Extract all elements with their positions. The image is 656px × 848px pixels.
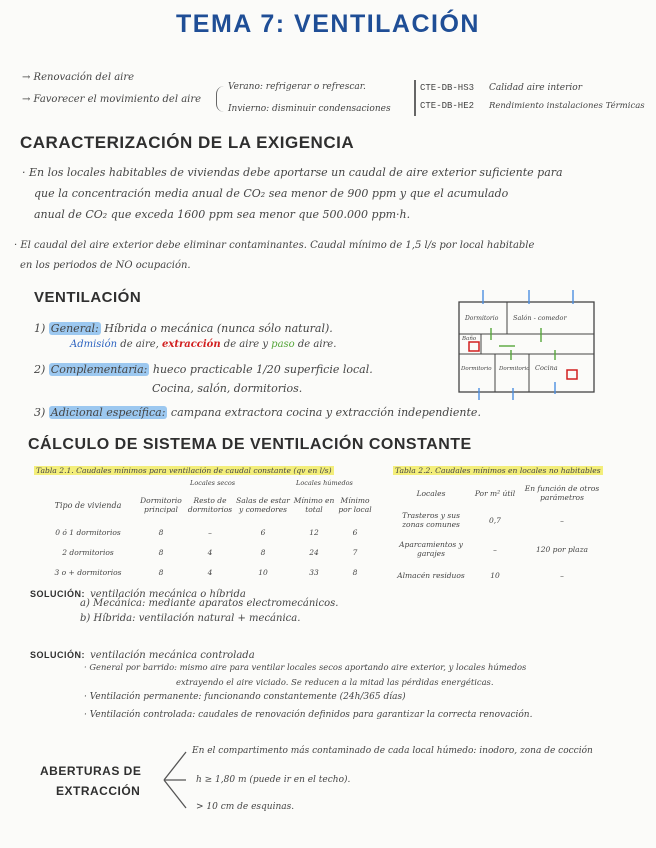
item2-num: 2) — [34, 363, 46, 376]
cocina-extractor — [567, 370, 577, 379]
table2 — [392, 480, 604, 586]
cell: 24 — [309, 547, 319, 557]
intro-movimiento: → Favorecer el movimiento del aire — [22, 94, 202, 105]
cell: Aparcamientos y garajes — [399, 540, 463, 558]
cell: 3 o + dormitorios — [54, 567, 122, 577]
table1-header-dp: Dormitorio principal — [140, 496, 182, 514]
ventilacion-item-1-sub — [70, 339, 336, 350]
caracterizacion-heading: CARACTERIZACIÓN DE LA EXIGENCIA — [20, 133, 355, 152]
item1-num: 1) — [34, 322, 46, 335]
table1-group-humedos: Locales húmedos — [296, 479, 353, 487]
cell: 0,7 — [489, 515, 501, 525]
ventilacion-item-1 — [34, 322, 333, 335]
table-row — [40, 542, 374, 562]
room-label: Cocina — [535, 364, 558, 372]
aberturas-item-1: En el compartimento más contaminado de cada local húmedo: inodoro, zona de cocción — [192, 746, 593, 756]
norma-hs3-desc: Calidad aire interior — [489, 83, 583, 93]
table1-caption — [34, 466, 334, 475]
room-label: Dormitorio — [499, 366, 530, 372]
aberturas-arrows — [160, 744, 190, 816]
solucion2-text: ventilación mecánica controlada — [90, 650, 255, 661]
solucion2-barrido-line2: extrayendo el aire viciado. Se reducen a la mitad las pérdidas energéticas. — [176, 677, 494, 687]
table1-header-rd: Resto de dormitorios — [187, 496, 233, 514]
table1 — [40, 488, 374, 582]
table1-header-row — [40, 488, 374, 522]
table1-header-minloc: Mínimo por local — [338, 496, 372, 514]
solucion1-label: SOLUCIÓN: — [30, 589, 85, 599]
item2-label: Complementaria: — [50, 363, 148, 376]
norma-hs3-code: CTE-DB-HS3 — [420, 83, 475, 93]
table1-header-salas: Salas de estar y comedores — [236, 496, 290, 514]
table2-caption-text: Tabla 2.2. Caudales mínimos en locales no habitables — [395, 466, 601, 475]
norma-he2-desc: Rendimiento instalaciones Térmicas — [489, 101, 645, 111]
cell: 8 — [158, 547, 164, 557]
table2-caption — [393, 466, 603, 475]
bano-extractor — [469, 342, 479, 351]
cell: – — [208, 527, 212, 537]
arrow-line — [164, 752, 186, 780]
ventilacion-item-2-sub: Cocina, salón, dormitorios. — [152, 382, 303, 395]
table2-header-row — [392, 480, 604, 506]
arrow-line — [164, 780, 186, 808]
caracterizacion-p1-line2: que la concentración media anual de CO₂ sea menor de 900 ppm y que el acumulado — [34, 187, 509, 200]
cell: Almacén residuos — [397, 570, 465, 580]
cell: 4 — [207, 567, 213, 577]
solucion2-controlada: · Ventilación controlada: caudales de renovación definidos para garantizar la correcta renovación. — [84, 710, 533, 720]
admision-label: Admisión — [70, 339, 118, 350]
cell: 6 — [352, 527, 358, 537]
caracterizacion-p2-line1: · El caudal del aire exterior debe eliminar contaminantes. Caudal mínimo de 1,5 l/s por local habitable — [14, 240, 535, 251]
cell: 2 dormitorios — [62, 547, 114, 557]
cell: 8 — [158, 567, 164, 577]
paso-arrows — [491, 328, 555, 360]
intro-divider — [414, 80, 416, 116]
cell: Trasteros y sus zonas comunes — [402, 511, 460, 529]
table1-caption-text: Tabla 2.1. Caudales mínimos para ventilación de caudal constante (qv en l/s) — [36, 466, 332, 475]
cell: 0 ó 1 dormitorios — [55, 527, 121, 537]
table-row — [392, 534, 604, 564]
ventilacion-item-2 — [34, 363, 373, 376]
table-row — [392, 506, 604, 534]
intro-verano: Verano: refrigerar o refrescar. — [228, 82, 366, 92]
solucion2 — [30, 643, 255, 662]
room-label: Baño — [462, 336, 477, 342]
cell: 10 — [490, 570, 500, 580]
caracterizacion-p1-line3: anual de CO₂ que exceda 1600 ppm sea menor que 500.000 ppm·h. — [34, 208, 411, 221]
table1-group-secos: Locales secos — [190, 479, 236, 487]
cell: 33 — [309, 567, 319, 577]
paso-label: paso — [271, 339, 295, 350]
calculo-heading: CÁLCULO DE SISTEMA DE VENTILACIÓN CONSTANTE — [28, 436, 472, 453]
item2-text: hueco practicable 1/20 superficie local. — [152, 363, 373, 376]
solucion2-permanente: · Ventilación permanente: funcionando constantemente (24h/365 días) — [84, 692, 406, 702]
item1-sub-t3: de aire. — [294, 339, 337, 350]
cell: 8 — [260, 547, 266, 557]
item1-text: Híbrida o mecánica (nunca sólo natural). — [104, 322, 333, 335]
cell: 10 — [258, 567, 268, 577]
cell: – — [493, 544, 497, 554]
item1-label: General: — [50, 322, 99, 335]
aberturas-heading-2: EXTRACCIÓN — [56, 784, 141, 798]
intro-brace — [216, 86, 225, 112]
caracterizacion-p1-line1: · En los locales habitables de viviendas debe aportarse un caudal de aire exterior suficiente para — [22, 166, 563, 179]
cell: – — [560, 515, 564, 525]
cell: 8 — [158, 527, 164, 537]
cell: 8 — [352, 567, 358, 577]
cell: 6 — [260, 527, 266, 537]
table-row — [40, 522, 374, 542]
item3-num: 3) — [34, 406, 46, 419]
floorplan-diagram — [455, 290, 600, 402]
ventilacion-item-3 — [34, 406, 481, 419]
solucion2-barrido-line1: · General por barrido: mismo aire para ventilar locales secos aportando aire exterior, y locales húmedos — [84, 662, 527, 672]
solucion1-a: a) Mecánica: mediante aparatos electromecánicos. — [80, 598, 339, 609]
solucion2-label: SOLUCIÓN: — [30, 650, 85, 660]
solucion1-text: ventilación mecánica o híbrida — [90, 589, 246, 600]
intro-renovacion: → Renovación del aire — [22, 72, 135, 83]
table1-header-mintot: Mínimo en total — [293, 496, 335, 514]
solucion1-b: b) Híbrida: ventilación natural + mecánica. — [80, 613, 301, 624]
table-row — [392, 564, 604, 586]
page-title: TEMA 7: VENTILACIÓN — [176, 10, 480, 38]
table2-header-porm2: Por m² útil — [474, 488, 516, 498]
cell: 120 por plaza — [535, 544, 589, 554]
caracterizacion-p2-line2: en los periodos de NO ocupación. — [20, 260, 191, 271]
norma-he2-code: CTE-DB-HE2 — [420, 101, 475, 111]
item3-label: Adicional específica: — [50, 406, 166, 419]
item1-sub-t2: de aire y — [220, 339, 272, 350]
room-label: Salón - comedor — [513, 314, 567, 322]
table2-header-funcion: En función de otros parámetros — [524, 484, 600, 502]
cell: 4 — [207, 547, 213, 557]
cell: – — [560, 570, 564, 580]
room-label: Dormitorio — [461, 366, 492, 372]
extraccion-label: extracción — [162, 339, 221, 350]
aberturas-item-3: > 10 cm de esquinas. — [196, 802, 295, 812]
ventilacion-heading: VENTILACIÓN — [34, 289, 142, 306]
item1-sub-t1: de aire, — [117, 339, 163, 350]
cell: 12 — [309, 527, 319, 537]
aberturas-item-2: h ≥ 1,80 m (puede ir en el techo). — [196, 775, 351, 785]
admision-arrows — [479, 290, 573, 400]
room-label: Dormitorio — [465, 315, 499, 322]
table1-header-tipo: Tipo de vivienda — [54, 500, 122, 510]
table-row — [40, 562, 374, 582]
item3-text: campana extractora cocina y extracción independiente. — [170, 406, 481, 419]
table2-header-locales: Locales — [416, 488, 446, 498]
intro-invierno: Invierno: disminuir condensaciones — [228, 104, 391, 114]
aberturas-heading-1: ABERTURAS DE — [40, 764, 142, 778]
cell: 7 — [352, 547, 358, 557]
